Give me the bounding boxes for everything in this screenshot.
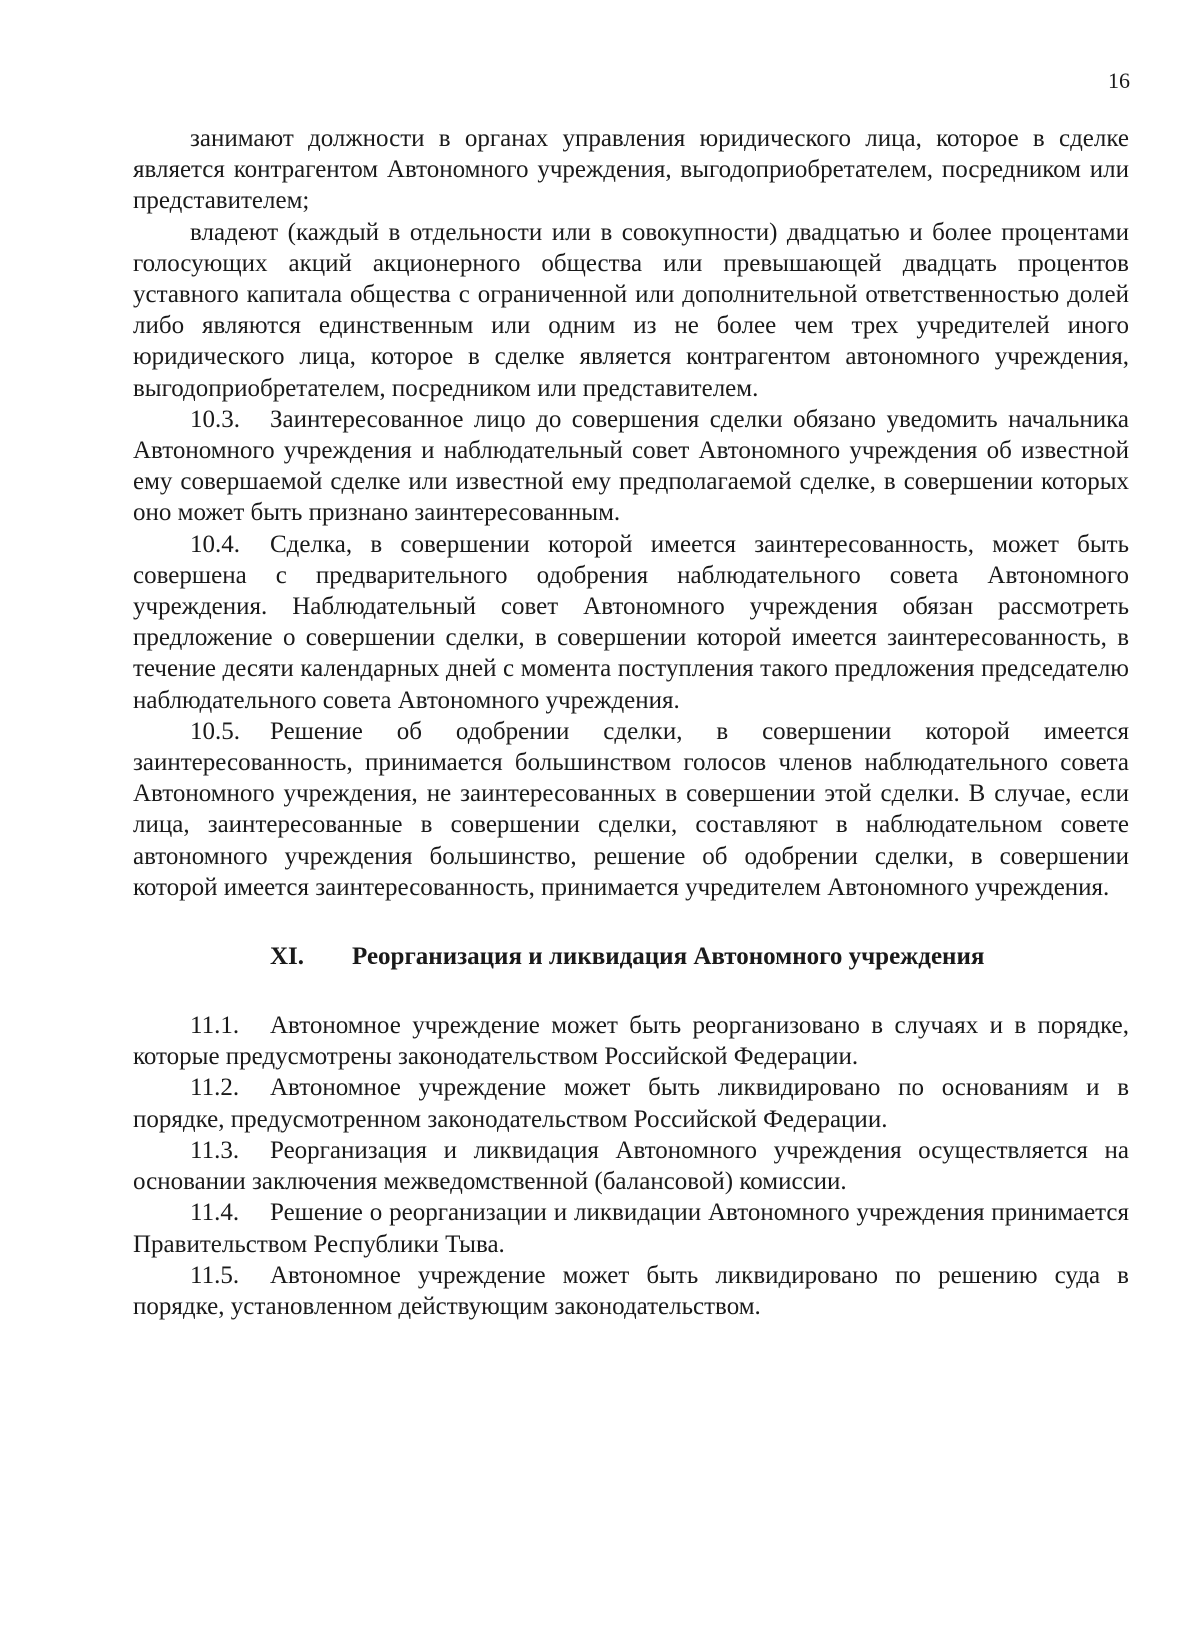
paragraph-text: Автономное учреждение может быть ликвидировано по решению суда в порядке, установленном действующим законодательством. (133, 1261, 1129, 1320)
paragraph-number: 10.5. (190, 717, 240, 745)
document-body (133, 123, 1129, 1322)
numbered-paragraph-10-4 (133, 529, 1129, 716)
numbered-paragraph-11-4 (133, 1197, 1129, 1259)
paragraph-number: 10.4. (190, 530, 240, 558)
paragraph-number: 11.2. (190, 1074, 240, 1102)
paragraph-text: Решение об одобрении сделки, в совершении которой имеется заинтересованность, принимается большинством голосов членов наблюдательного совета Автономного учреждения, не заинтересованных в совершении этой сделки. В случае, если лица, заинтересованные в совершении сделки, составляют в наблюдательном совете автономного учреждения большинство, решение об одобрении сделки, в совершении которой имеется заинтересованность, принимается учредителем Автономного учреждения. (133, 717, 1129, 901)
paragraph-number: 11.3. (190, 1136, 240, 1164)
paragraph: владеют (каждый в отдельности или в совокупности) двадцатью и более процентами голосующих акций акционерного общества или превышающей двадцать процентов уставного капитала общества с ограниченной или дополнительной ответственностью долей либо являются единственным или одним из не более чем трех учредителей иного юридического лица, которое в сделке является контрагентом автономного учреждения, выгодоприобретателем, посредником или представителем. (133, 218, 1129, 402)
paragraph-number: 11.4. (190, 1199, 240, 1227)
paragraph-number: 10.3. (190, 405, 240, 433)
page-number: 16 (1108, 68, 1130, 93)
paragraph-text: Сделка, в совершении которой имеется заинтересованность, может быть совершена с предварительного одобрения наблюдательного совета Автономного учреждения. Наблюдательный совет Автономного учреждения обязан рассмотреть предложение о совершении сделки, в совершении которой имеется заинтересованность, в течение десяти календарных дней с момента поступления такого предложения председателю наблюдательного совета Автономного учреждения. (133, 530, 1129, 714)
paragraph-text: Автономное учреждение может быть ликвидировано по основаниям и в порядке, предусмотренном законодательством Российской Федерации. (133, 1074, 1129, 1133)
numbered-paragraph-11-2 (133, 1072, 1129, 1134)
paragraph-text: Решение о реорганизации и ликвидации Автономного учреждения принимается Правительством Республики Тыва. (133, 1199, 1129, 1258)
section-title: Реорганизация и ликвидация Автономного учреждения (352, 943, 985, 971)
numbered-paragraph-10-5 (133, 716, 1129, 903)
numbered-paragraph-11-5 (133, 1260, 1129, 1322)
numbered-paragraph-11-3 (133, 1135, 1129, 1197)
numbered-paragraph-11-1 (133, 1010, 1129, 1072)
paragraph-text: Заинтересованное лицо до совершения сделки обязано уведомить начальника Автономного учреждения и наблюдательный совет Автономного учреждения об известной ему совершаемой сделке или известной ему предполагаемой сделке, в совершении которых оно может быть признано заинтересованным. (133, 405, 1129, 527)
paragraph: занимают должности в органах управления юридического лица, которое в сделке является контрагентом Автономного учреждения, выгодоприобретателем, посредником или представителем; (133, 125, 1129, 215)
paragraph-number: 11.1. (190, 1012, 240, 1040)
paragraph-number: 11.5. (190, 1261, 240, 1289)
paragraph-text: Реорганизация и ликвидация Автономного учреждения осуществляется на основании заключения межведомственной (балансовой) комиссии. (133, 1136, 1129, 1196)
section-number: XI. (270, 943, 305, 971)
numbered-paragraph-10-3 (133, 404, 1129, 529)
paragraph-text: Автономное учреждение может быть реорганизовано в случаях и в порядке, которые предусмотрены законодательством Российской Федерации. (133, 1012, 1129, 1071)
section-heading (133, 941, 1129, 972)
